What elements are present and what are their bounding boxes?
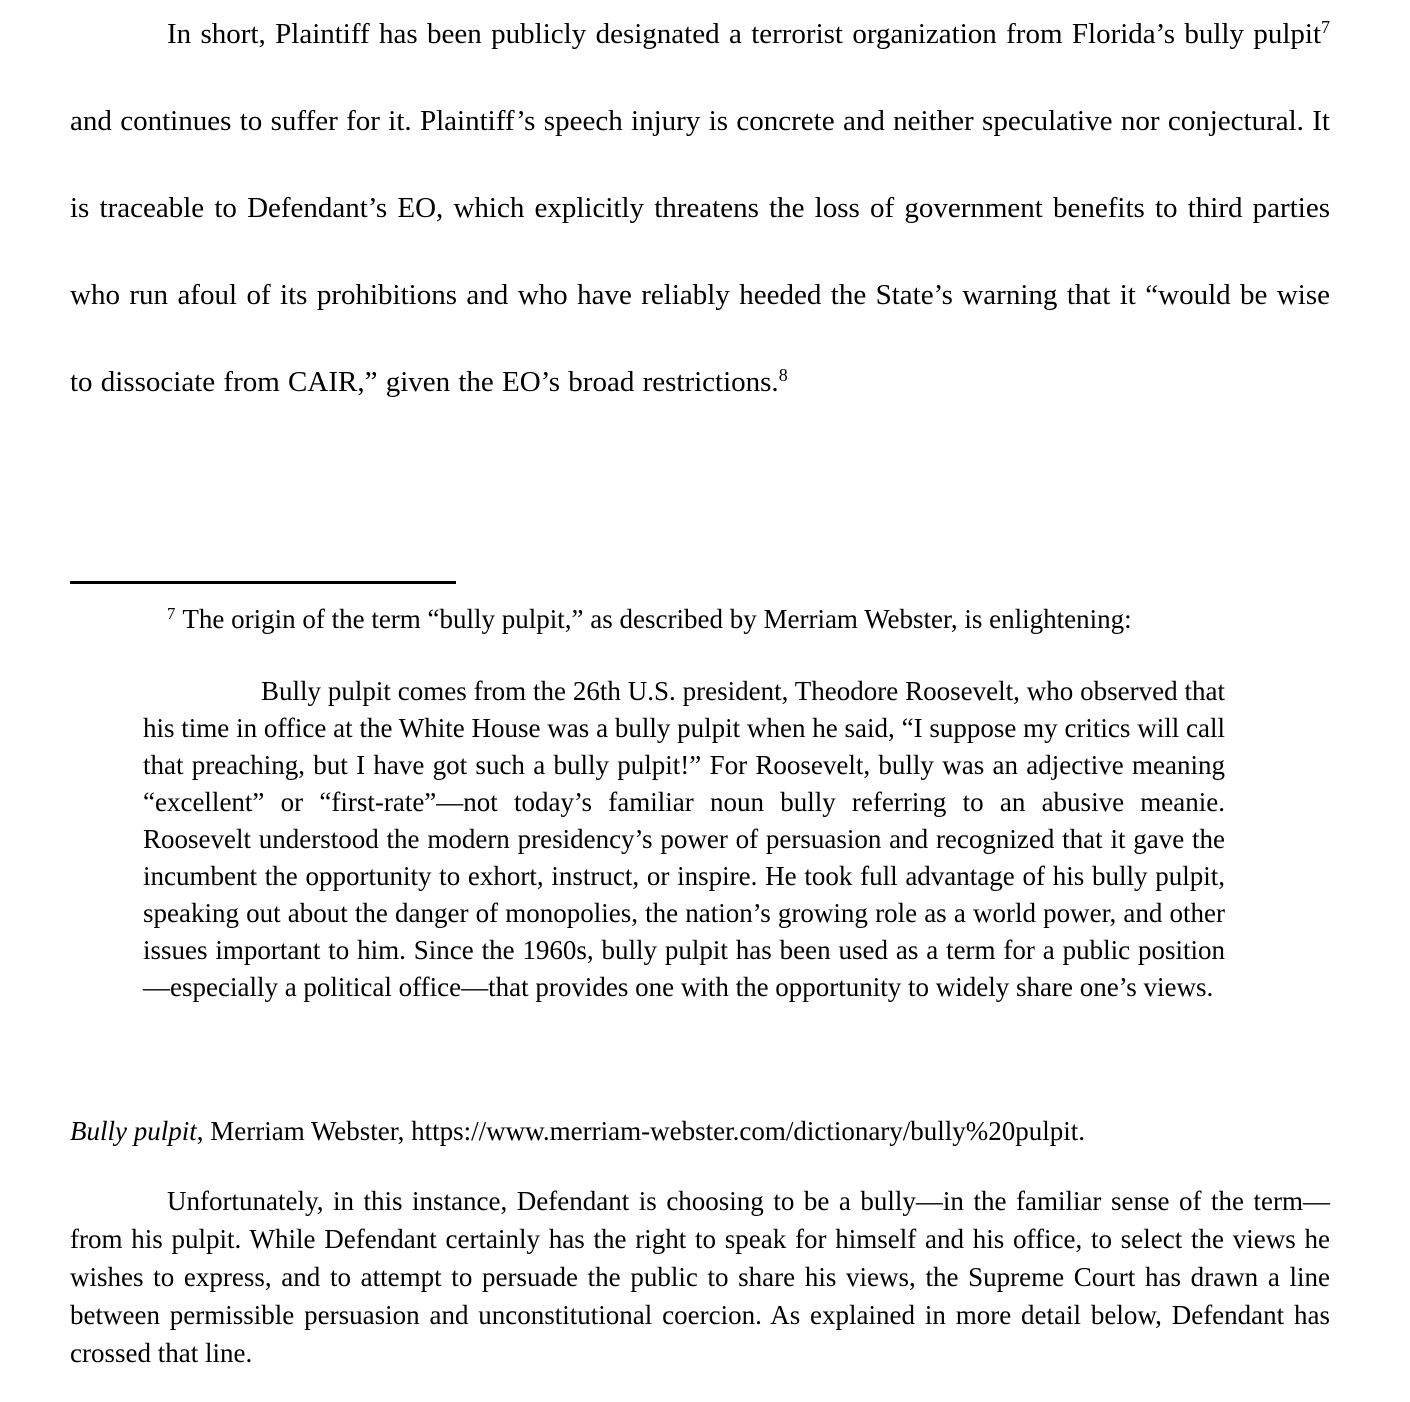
footnote-7-intro-text: The origin of the term “bully pulpit,” as described by Merriam Webster, is enlightening: xyxy=(182,604,1132,634)
body-text-segment-1: In short, Plaintiff has been publicly designated a terrorist organization from Florida’s bully pulpit xyxy=(167,18,1322,50)
body-paragraph xyxy=(70,0,1330,426)
footnote-7-marker: 7 xyxy=(167,603,176,623)
citation-title-italic: Bully pulpit xyxy=(70,1116,197,1146)
citation-text: , Merriam Webster, https://www.merriam-webster.com/dictionary/bully%20pulpit. xyxy=(196,1116,1086,1146)
footnote-separator-rule xyxy=(70,581,456,584)
footnote-closing-paragraph: Unfortunately, in this instance, Defendant is choosing to be a bully—in the familiar sense of the term—from his pulpit. While Defendant certainly has the right to speak for himself and his office, to select the views he wishes to express, and to attempt to persuade the public to share his views, the Supreme Court has drawn a line between permissible persuasion and unconstitutional coercion. As explained in more detail below, Defendant has crossed that line. xyxy=(70,1186,1330,1368)
body-text-segment-2: and continues to suffer for it. Plaintiff’s speech injury is concrete and neither speculative nor conjectural. It is traceable to Defendant’s EO, which explicitly threatens the loss of government benefits to third parties who run afoul of its prohibitions and who have reliably heeded the State’s warning that it “would be wise to dissociate from CAIR,” given the EO’s broad restrictions. xyxy=(70,105,1330,398)
footnote-citation xyxy=(70,1111,1330,1151)
footnote-ref-8-superscript: 8 xyxy=(778,365,788,386)
footnote-7-intro xyxy=(70,599,1330,639)
footnote-ref-7-superscript: 7 xyxy=(1321,17,1330,38)
footnote-block-quote: Bully pulpit comes from the 26th U.S. president, Theodore Roosevelt, who observed that his time in office at the White House was a bully pulpit when he said, “I suppose my critics will call that preaching, but I have got such a bully pulpit!” For Roosevelt, bully was an adjective meaning “excellent” or “first-rate”—not today’s familiar noun bully referring to an abusive meanie. Roosevelt understood the modern presidency’s power of persuasion and recognized that it gave the incumbent the opportunity to exhort, instruct, or inspire. He took full advantage of his bully pulpit, speaking out about the danger of monopolies, the nation’s growing role as a world power, and other issues important to him. Since the 1960s, bully pulpit has been used as a term for a public position—especially a political office—that provides one with the opportunity to widely share one’s views. xyxy=(143,676,1225,1002)
